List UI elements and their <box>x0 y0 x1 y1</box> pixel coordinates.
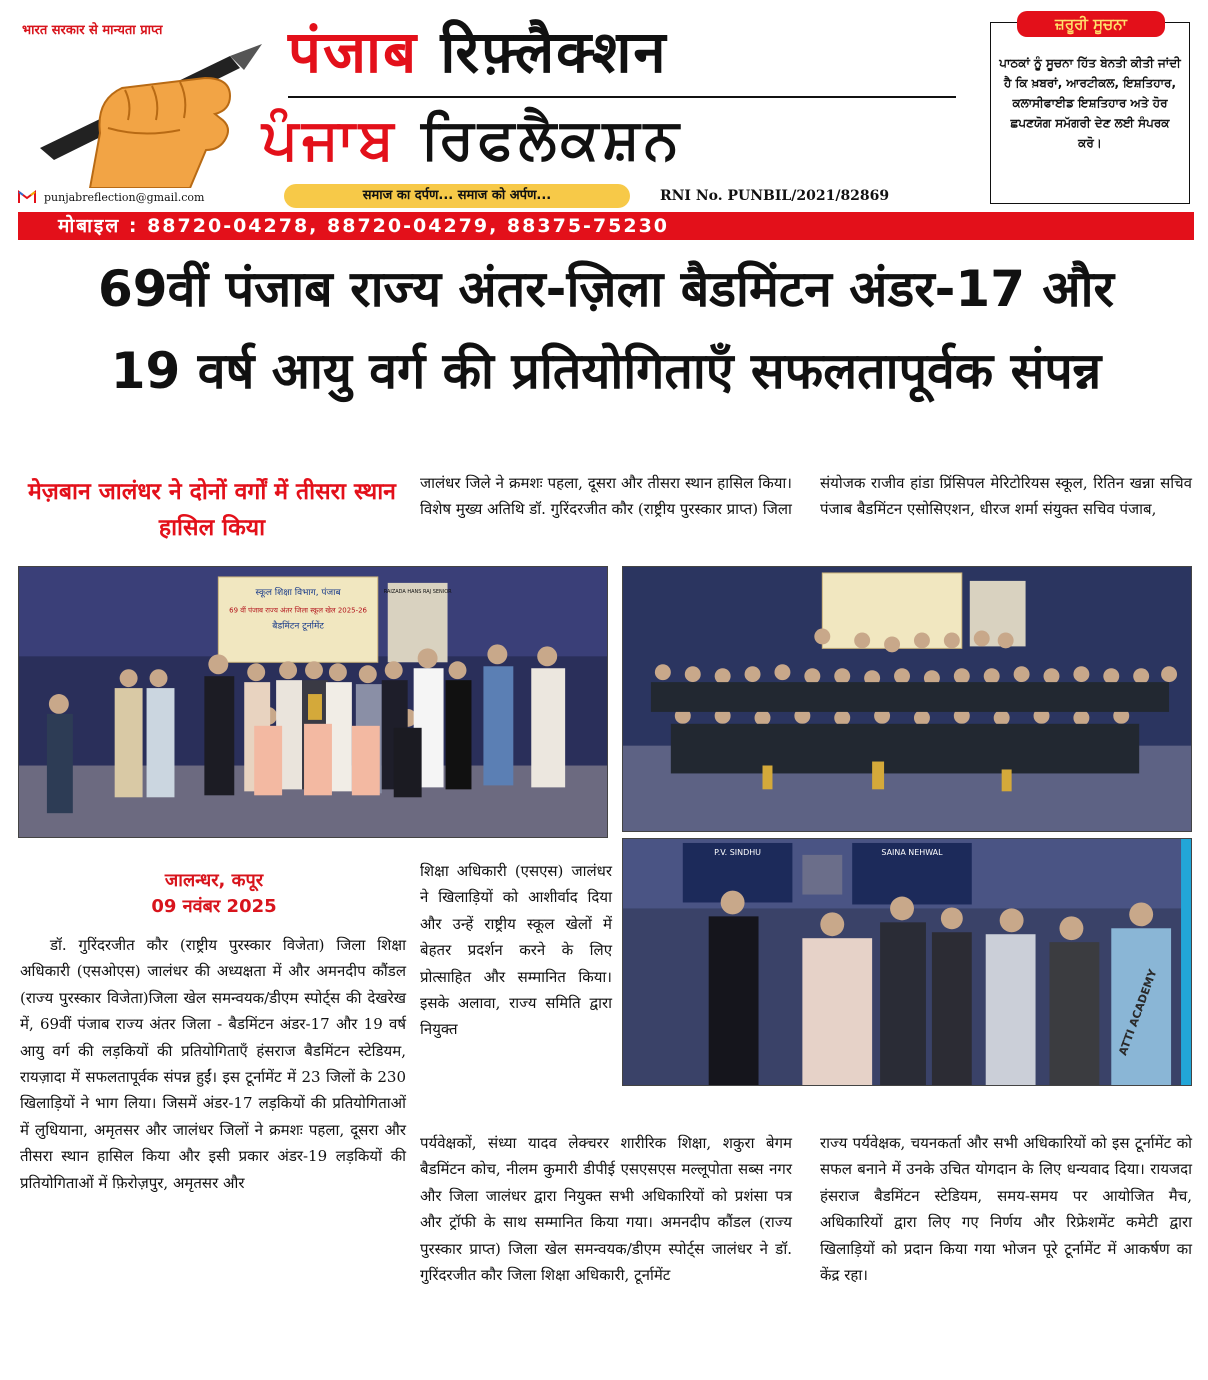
poster1-text: RAIZADA HANS RAJ SENIOR <box>383 588 452 595</box>
notice-body: ਪਾਠਕਾਂ ਨੂੰ ਸੂਚਨਾ ਹਿੱਤ ਬੇਨਤੀ ਕੀਤੀ ਜਾਂਦੀ ਹੈ ਕਿ ਖ਼ਬਰਾਂ, ਆਰਟੀਕਲ, ਇਸ਼ਤਿਹਾਰ, ਕਲਾਸੀਫਾਈਡ ਇਸ਼ਤਿਹਾਰ ਅਤੇ ਹੋਰ ਛਪਣਯੋਗ ਸਮੱਗਰੀ ਦੇਣ ਲਈ ਸੰਪਰਕ ਕਰੋ। <box>999 56 1181 150</box>
dateline-place: जालन्धर, कपूर <box>164 870 264 891</box>
dateline <box>22 868 406 920</box>
column3-top-text: संयोजक राजीव हांडा प्रिंसिपल मेरिटोरियस स्कूल, रितिन खन्ना सचिव पंजाब बैडमिंटन एसोसिएशन, धीरज शर्मा संयुक्त सचिव पंजाब, <box>820 474 1192 519</box>
fist-pen-logo <box>30 38 270 188</box>
banner-org: स्कूल शिक्षा विभाग, पंजाब <box>255 587 341 598</box>
banner-sport: बैडमिंटन टूर्नामेंट <box>272 621 324 632</box>
column2-mid-text: शिक्षा अधिकारी (एसएस) जालंधर ने खिलाड़ियों को आशीर्वाद दिया और उन्हें राष्ट्रीय स्कूल खेलों में बेहतर प्रदर्शन करने के लिए प्रोत्साहित और सम्मानित किया। इसके अलावा, राज्य समिति द्वारा नियुक्त <box>420 862 612 1039</box>
photo-felicitation <box>622 838 1192 1086</box>
tagline: समाज का दर्पण... समाज को अर्पण... <box>284 184 630 208</box>
poster-sindhu: P.V. SINDHU <box>714 847 762 857</box>
mobile-numbers-bar: मोबाइल : 88720-04278, 88720-04279, 88375-75230 <box>18 212 1194 240</box>
masthead-title-punjabi <box>262 104 683 176</box>
article-subhead: मेज़बान जालंधर ने दोनों वर्गों में तीसरा स्थान हासिल किया <box>28 479 396 541</box>
important-notice <box>990 15 1190 204</box>
notice-title: ਜ਼ਰੂਰੀ ਸੂਚਨਾ <box>1017 11 1165 37</box>
title-punjabi-word1: ਪੰਜਾਬ <box>262 107 398 172</box>
mail-icon <box>18 190 36 204</box>
column1-text: डॉ. गुरिंदरजीत कौर (राष्ट्रीय पुरस्कार विजेता) जिला शिक्षा अधिकारी (एसओएस) जालंधर की अध्यक्षता में और अमनदीप कौंडल (राज्य पुरस्कार विजेता)जिला खेल समन्वयक/डीएम स्पोर्ट्स की देखरेख में, 69वीं पंजाब राज्य अंतर जिला - बैडमिंटन अंडर-17 और 19 वर्ष आयु वर्ग की लड़कियों की प्रतियोगिताएँ हंसराज बैडमिंटन स्टेडियम, रायज़ादा में सफलतापूर्वक संपन्न हुईं। इस टूर्नामेंट में 23 जिलों के 230 खिलाड़ियों ने भाग लिया। जिसमें अंडर-17 लड़कियों की प्रतियोगिताओं में लुधियाना, अमृतसर और जालंधर जिलों ने क्रमशः पहला, दूसरा और तीसरा स्थान हासिल किया और इसी प्रकार अंडर-19 लड़कियों की प्रतियोगिताओं में फ़िरोज़पुर, अमृतसर और <box>20 936 406 1192</box>
headline-line1: 69वीं पंजाब राज्य अंतर-ज़िला बैडमिंटन अंडर-17 और <box>97 260 1114 318</box>
title-punjabi-word2: ਰਿਫਲੈਕਸ਼ਨ <box>421 107 683 172</box>
photo-trophy-presentation <box>18 566 608 838</box>
dateline-date: 09 नवंबर 2025 <box>151 896 277 917</box>
recognition-text: भारत सरकार से मान्यता प्राप्त <box>22 23 163 38</box>
title-divider <box>288 96 956 98</box>
column2-top-text: जालंधर जिले ने क्रमशः पहला, दूसरा और तीसरा स्थान हासिल किया।विशेष मुख्य अतिथि डॉ. गुरिंदरजीत कौर (राष्ट्रीय पुरस्कार प्राप्त) जिला <box>420 474 792 519</box>
headline-line2: 19 वर्ष आयु वर्ग की प्रतियोगिताएँ सफलतापूर्वक संपन्न <box>110 342 1102 400</box>
poster-nehwal: SAINA NEHWAL <box>881 847 943 857</box>
photo-group-winners <box>622 566 1192 832</box>
email-address: punjabreflection@gmail.com <box>44 190 205 204</box>
column3-bottom-text: राज्य पर्यवेक्षक, चयनकर्ता और सभी अधिकारियों को इस टूर्नामेंट को सफल बनाने में उनके उचित योगदान के लिए धन्यवाद दिया। रायजदा हंसराज बैडमिंटन स्टेडियम, समय-समय पर आयोजित मैच, अधिकारियों द्वारा लिए गए निर्णय और रिफ्रेशमेंट कमेटी द्वारा खिलाड़ियों को प्रदान किया गया भोजन पूरे टूर्नामेंट में आकर्षण का केंद्र रहा। <box>820 1134 1192 1285</box>
jersey-text: ATTI ACADEMY <box>1116 967 1160 1058</box>
column2-bottom-text: पर्यवेक्षकों, संध्या यादव लेक्चरर शारीरिक शिक्षा, शकुरा बेगम बैडमिंटन कोच, नीलम कुमारी डीपीई एसएसएस मल्लूपोता सब्स नगर और जिला जालंधर द्वारा नियुक्त सभी अधिकारियों को प्रशंसा पत्र और ट्रॉफी के साथ सम्मानित किया गया। अमनदीप कौंडल (राज्य पुरस्कार प्राप्त) जिला खेल समन्वयक/डीएम स्पोर्ट्स जालंधर ने डॉ. गुरिंदरजीत कौर जिला शिक्षा अधिकारी, टूर्नामेंट <box>420 1134 792 1285</box>
banner-event: 69 वीं पंजाब राज्य अंतर जिला स्कूल खेल 2025-26 <box>229 606 367 615</box>
email-row <box>18 188 204 206</box>
title-hindi-word2: रिफ़्लैक्शन <box>440 18 668 86</box>
article-headline <box>18 248 1194 412</box>
masthead <box>0 0 1208 212</box>
rni-number: RNI No. PUNBIL/2021/82869 <box>660 188 890 204</box>
masthead-title-hindi <box>288 16 668 88</box>
title-hindi-word1: पंजाब <box>288 18 419 86</box>
